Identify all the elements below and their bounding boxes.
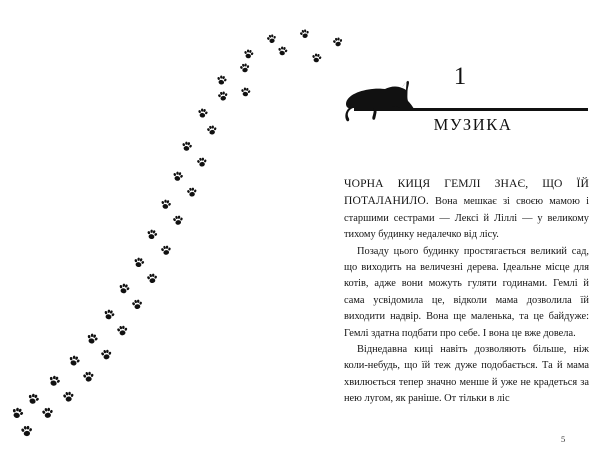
paw-print-icon: [85, 331, 101, 347]
paw-print-icon: [67, 353, 83, 369]
paw-print-icon: [298, 27, 311, 40]
paragraph-3: Віднедавна киці навіть дозволяють більше, ніж коли-небудь, що їй теж дуже подобається. Та й мама хвилюється тепер значно менше й уже не крадеться за нею лугом, як раніше. От тільки в ліс: [344, 344, 589, 405]
paragraph-1: [344, 176, 589, 244]
chapter-header: [344, 62, 588, 148]
opening-smallcaps: ЧОРНА КИЦЯ ГЕМЛІ ЗНАЄ, ЩО ЇЙ ПОТАЛАНИЛО.: [344, 177, 589, 208]
paw-print-icon: [25, 390, 41, 406]
paw-print-icon: [215, 73, 228, 86]
paw-print-icon: [115, 323, 129, 337]
paw-print-icon: [81, 369, 95, 383]
paw-print-icon: [205, 123, 218, 136]
paw-print-icon: [171, 213, 184, 226]
paw-print-icon: [276, 44, 289, 57]
paw-print-icon: [117, 281, 132, 296]
paw-print-icon: [61, 389, 75, 403]
paw-print-icon: [310, 51, 323, 64]
paw-print-icon: [185, 185, 198, 198]
paw-print-icon: [159, 243, 172, 256]
paw-print-icon: [331, 35, 344, 48]
body-text: [344, 176, 589, 408]
paw-print-icon: [46, 372, 62, 388]
paw-print-icon: [19, 423, 33, 437]
paw-print-icon: [171, 169, 185, 183]
chapter-title: МУЗИКА: [433, 115, 513, 134]
paw-print-icon: [195, 155, 208, 168]
chapter-number: 1: [453, 63, 467, 90]
paw-print-icon: [216, 89, 230, 103]
paw-print-icon: [9, 404, 26, 421]
paw-print-icon: [239, 85, 251, 97]
paw-print-icon: [145, 227, 159, 241]
paragraph-1-rest: Вона мешкає зі своєю мамою і старшими сестрами — Лексі й Ліллі — у великому тихому будинку недалечко від лісу.: [344, 196, 589, 241]
paw-print-icon: [145, 271, 159, 285]
page-number: 5: [561, 434, 566, 444]
paw-print-icon: [159, 197, 173, 211]
paw-print-icon: [132, 255, 146, 269]
paw-print-icon: [130, 297, 144, 311]
paragraph-2: Позаду цього будинку простягається великий сад, що виходить на величезні дерева. Ідеальне місце для котів, адже вони можуть гуляти годинами. Гемлі й сама усвідомила це, відколи мама дозволила їй виходити надвір. Вона ще маленька, та це байдуже: Гемлі здатна подбати про себе. І вона це вже довела.: [344, 245, 589, 339]
paw-print-icon: [238, 61, 251, 74]
paw-print-icon: [99, 347, 113, 361]
paw-print-icon: [180, 139, 194, 153]
paw-print-icon: [242, 47, 255, 60]
paw-print-icon: [102, 307, 117, 322]
paw-print-icon: [265, 32, 278, 45]
paw-print-icon: [40, 405, 55, 420]
paw-print-icon: [196, 106, 209, 119]
